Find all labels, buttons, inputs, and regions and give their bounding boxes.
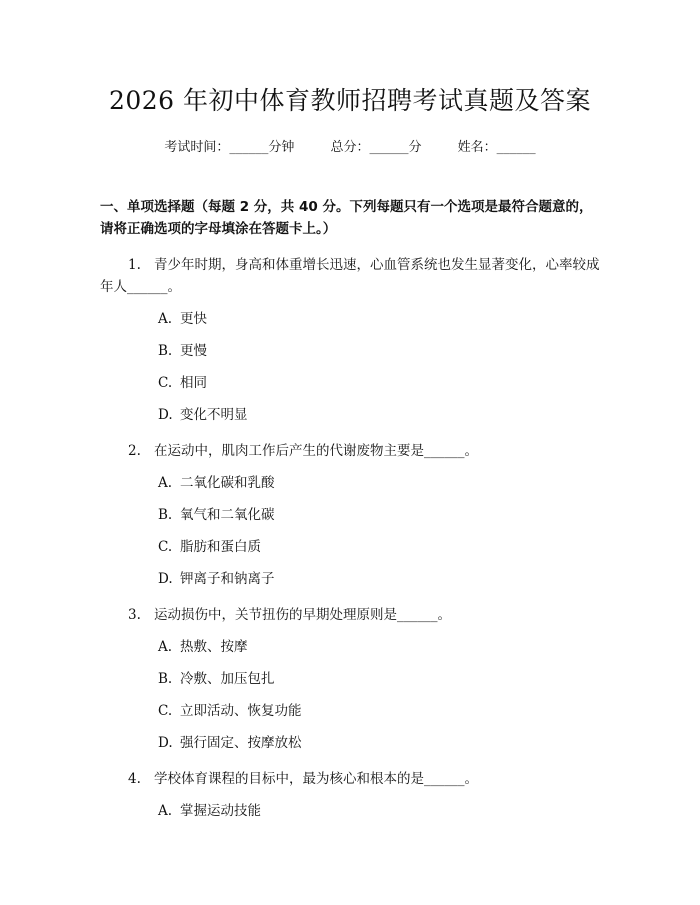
question-number: 3. — [128, 607, 141, 623]
option-a — [100, 472, 600, 494]
option-letter: D. — [158, 571, 173, 587]
option-text: 掌握运动技能 — [180, 803, 261, 819]
option-b — [100, 668, 600, 690]
option-letter: B. — [158, 343, 173, 359]
option-d — [100, 404, 600, 426]
exam-time-field: 考试时间：______分钟 — [164, 140, 295, 155]
question-1 — [100, 254, 600, 426]
page-title: 2026 年初中体育教师招聘考试真题及答案 — [108, 86, 592, 115]
option-b — [100, 340, 600, 362]
option-d — [100, 568, 600, 590]
option-text: 更快 — [180, 311, 207, 327]
option-letter: B. — [158, 507, 173, 523]
option-letter: C. — [158, 375, 173, 391]
option-list — [100, 308, 600, 426]
option-letter: A. — [158, 475, 173, 491]
option-list — [100, 800, 600, 822]
section-heading-single-choice: 一、单项选择题（每题 2 分，共 40 分。下列每题只有一个选项是最符合题意的，请将正确选项的字母填涂在答题卡上。） — [100, 199, 593, 237]
option-list — [100, 636, 600, 754]
question-stem — [100, 604, 600, 626]
question-3 — [100, 604, 600, 754]
option-letter: A. — [158, 639, 173, 655]
option-text: 脂肪和蛋白质 — [180, 539, 261, 555]
question-text: 学校体育课程的目标中，最为核心和根本的是______。 — [154, 771, 478, 787]
question-text: 青少年时期，身高和体重增长迅速，心血管系统也发生显著变化，心率较成年人______。 — [100, 257, 600, 295]
option-text: 相同 — [180, 375, 207, 391]
question-number: 1. — [128, 257, 141, 273]
option-letter: A. — [158, 803, 173, 819]
question-stem — [100, 768, 600, 790]
question-number: 2. — [128, 443, 141, 459]
exam-score-field: 总分：______分 — [330, 140, 422, 155]
option-text: 二氧化碳和乳酸 — [180, 475, 275, 491]
option-c — [100, 536, 600, 558]
option-text: 热敷、按摩 — [180, 639, 248, 655]
student-name-field: 姓名：______ — [457, 140, 536, 155]
question-4 — [100, 768, 600, 822]
question-number: 4. — [128, 771, 141, 787]
exam-meta — [100, 138, 600, 158]
option-a — [100, 636, 600, 658]
option-c — [100, 700, 600, 722]
option-c — [100, 372, 600, 394]
question-stem — [100, 440, 600, 462]
question-text: 在运动中，肌肉工作后产生的代谢废物主要是______。 — [154, 443, 478, 459]
option-text: 强行固定、按摩放松 — [180, 735, 302, 751]
option-letter: B. — [158, 671, 173, 687]
option-letter: C. — [158, 703, 173, 719]
option-text: 变化不明显 — [180, 407, 248, 423]
question-text: 运动损伤中，关节扭伤的早期处理原则是______。 — [154, 607, 451, 623]
option-text: 立即活动、恢复功能 — [180, 703, 302, 719]
option-letter: D. — [158, 407, 173, 423]
option-a — [100, 308, 600, 330]
option-text: 钾离子和钠离子 — [180, 571, 275, 587]
option-letter: A. — [158, 311, 173, 327]
option-letter: C. — [158, 539, 173, 555]
option-letter: D. — [158, 735, 173, 751]
option-list — [100, 472, 600, 590]
option-a — [100, 800, 600, 822]
option-d — [100, 732, 600, 754]
option-text: 更慢 — [180, 343, 207, 359]
option-text: 氧气和二氧化碳 — [180, 507, 275, 523]
option-b — [100, 504, 600, 526]
option-text: 冷敷、加压包扎 — [180, 671, 275, 687]
question-stem — [100, 254, 600, 298]
question-2 — [100, 440, 600, 590]
